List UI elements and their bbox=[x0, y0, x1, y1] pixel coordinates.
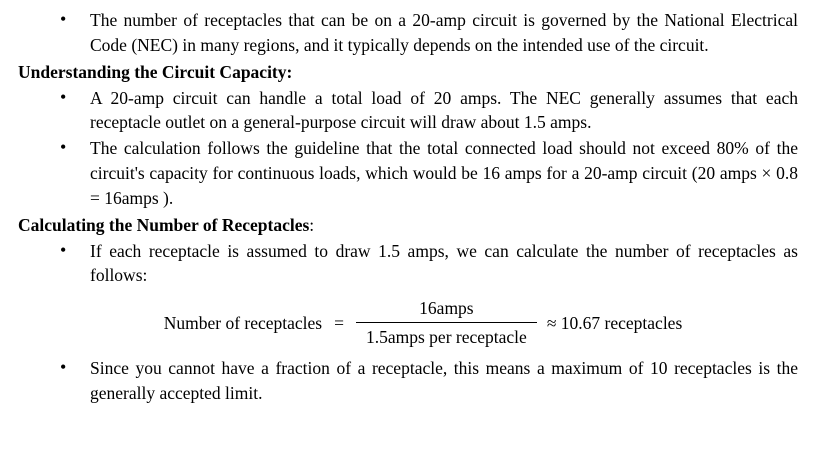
equation-equals-sign: = bbox=[334, 312, 344, 333]
section-heading-calculating-receptacles bbox=[18, 213, 798, 238]
list-item-text: • A 20-amp circuit can handle a total load of 20 amps. The NEC generally assumes that each receptacle outlet on a general-purpose circuit will draw about 1.5 amps. bbox=[90, 87, 798, 133]
section-heading-text: Calculating the Number of Receptacles bbox=[18, 214, 310, 235]
equation-result: ≈ 10.67 receptacles bbox=[546, 312, 683, 333]
equation-numerator: 16amps bbox=[419, 298, 474, 319]
equation-label: Number of receptacles bbox=[163, 312, 323, 333]
list-item-text: • The number of receptacles that can be on a 20-amp circuit is governed by the National Electrical Code (NEC) in many regions, and it typically depends on the intended use of the circuit. bbox=[90, 10, 798, 55]
intro-bullet-list bbox=[18, 8, 798, 58]
closing-bullet-list bbox=[18, 356, 798, 406]
list-item-text: • The calculation follows the guideline that the total connected load should not exceed 80% of the circuit's capacity for continuous loads, which would be 16 amps for a 20-amp circuit (20 amps × 0.8 = 16amps ). bbox=[90, 138, 798, 208]
list-item bbox=[18, 239, 798, 289]
list-item bbox=[18, 86, 798, 136]
list-item-text: • If each receptacle is assumed to draw 1.5 amps, we can calculate the number of receptacles as follows: bbox=[90, 240, 798, 286]
equation-denominator: 1.5amps per receptacle bbox=[356, 322, 537, 350]
circuit-capacity-bullet-list bbox=[18, 86, 798, 211]
section-heading-tail: : bbox=[309, 214, 315, 235]
list-item-text: • Since you cannot have a fraction of a receptacle, this means a maximum of 10 receptacles is the generally accepted limit. bbox=[90, 357, 798, 403]
list-item bbox=[18, 8, 798, 58]
equation-fraction bbox=[356, 296, 537, 350]
section-heading-circuit-capacity bbox=[18, 60, 798, 85]
list-item bbox=[18, 356, 798, 406]
list-item bbox=[18, 136, 798, 211]
calculating-bullet-list bbox=[18, 239, 798, 289]
receptacle-equation bbox=[18, 296, 798, 350]
section-heading-text: Understanding the Circuit Capacity: bbox=[18, 61, 293, 82]
